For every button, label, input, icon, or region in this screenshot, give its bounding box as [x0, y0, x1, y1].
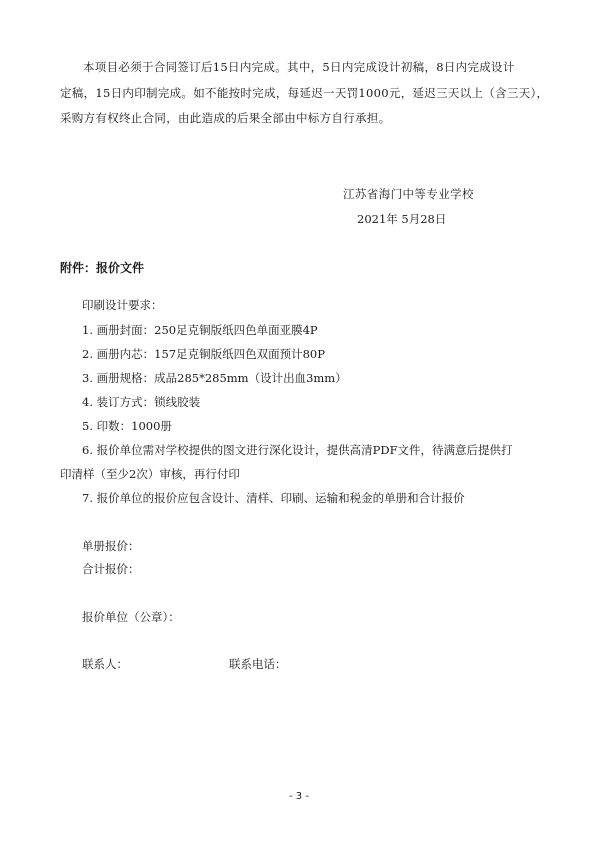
requirement-item-6-cont: 印清样（至少2次）审核，再行付印 [60, 467, 240, 481]
requirement-item-4: 4. 装订方式：锁线胶装 [82, 395, 201, 409]
bidder-label: 报价单位（公章）： [82, 610, 180, 624]
requirement-item-6: 6. 报价单位需对学校提供的图文进行深化设计，提供高清PDF文件，待满意后提供打 [82, 443, 513, 457]
signature-organization: 江苏省海门中等专业学校 [343, 187, 474, 201]
contact-label: 联系人： [82, 657, 128, 671]
requirement-item-3: 3. 画册规格：成品285*285mm（设计出血3mm） [82, 371, 347, 385]
intro-line-1: 本项目必须于合同签订后15日内完成。其中，5日内完成设计初稿，8日内完成设计 [83, 60, 515, 74]
requirement-item-5: 5. 印数：1000册 [82, 419, 172, 433]
attachment-heading: 附件：报价文件 [60, 261, 145, 275]
intro-line-3: 采购方有权终止合同，由此造成的后果全部由中标方自行承担。 [60, 111, 391, 125]
signature-date: 2021年 5月28日 [357, 212, 447, 226]
requirement-item-2: 2. 画册内芯：157足克铜版纸四色双面预计80P [82, 347, 325, 361]
intro-line-2: 定稿，15日内印制完成。如不能按时完成，每延迟一天罚1000元，延迟三天以上（含三天）， [60, 86, 549, 100]
requirement-item-1: 1. 画册封面：250足克铜版纸四色单面亚膜4P [82, 323, 318, 337]
requirements-title: 印刷设计要求： [82, 298, 163, 312]
unit-price-label: 单册报价： [82, 539, 140, 553]
phone-label: 联系电话： [229, 657, 287, 671]
page-number: - 3 - [289, 791, 309, 802]
total-price-label: 合计报价： [82, 562, 140, 576]
requirement-item-7: 7. 报价单位的报价应包含设计、清样、印刷、运输和税金的单册和合计报价 [82, 491, 465, 505]
